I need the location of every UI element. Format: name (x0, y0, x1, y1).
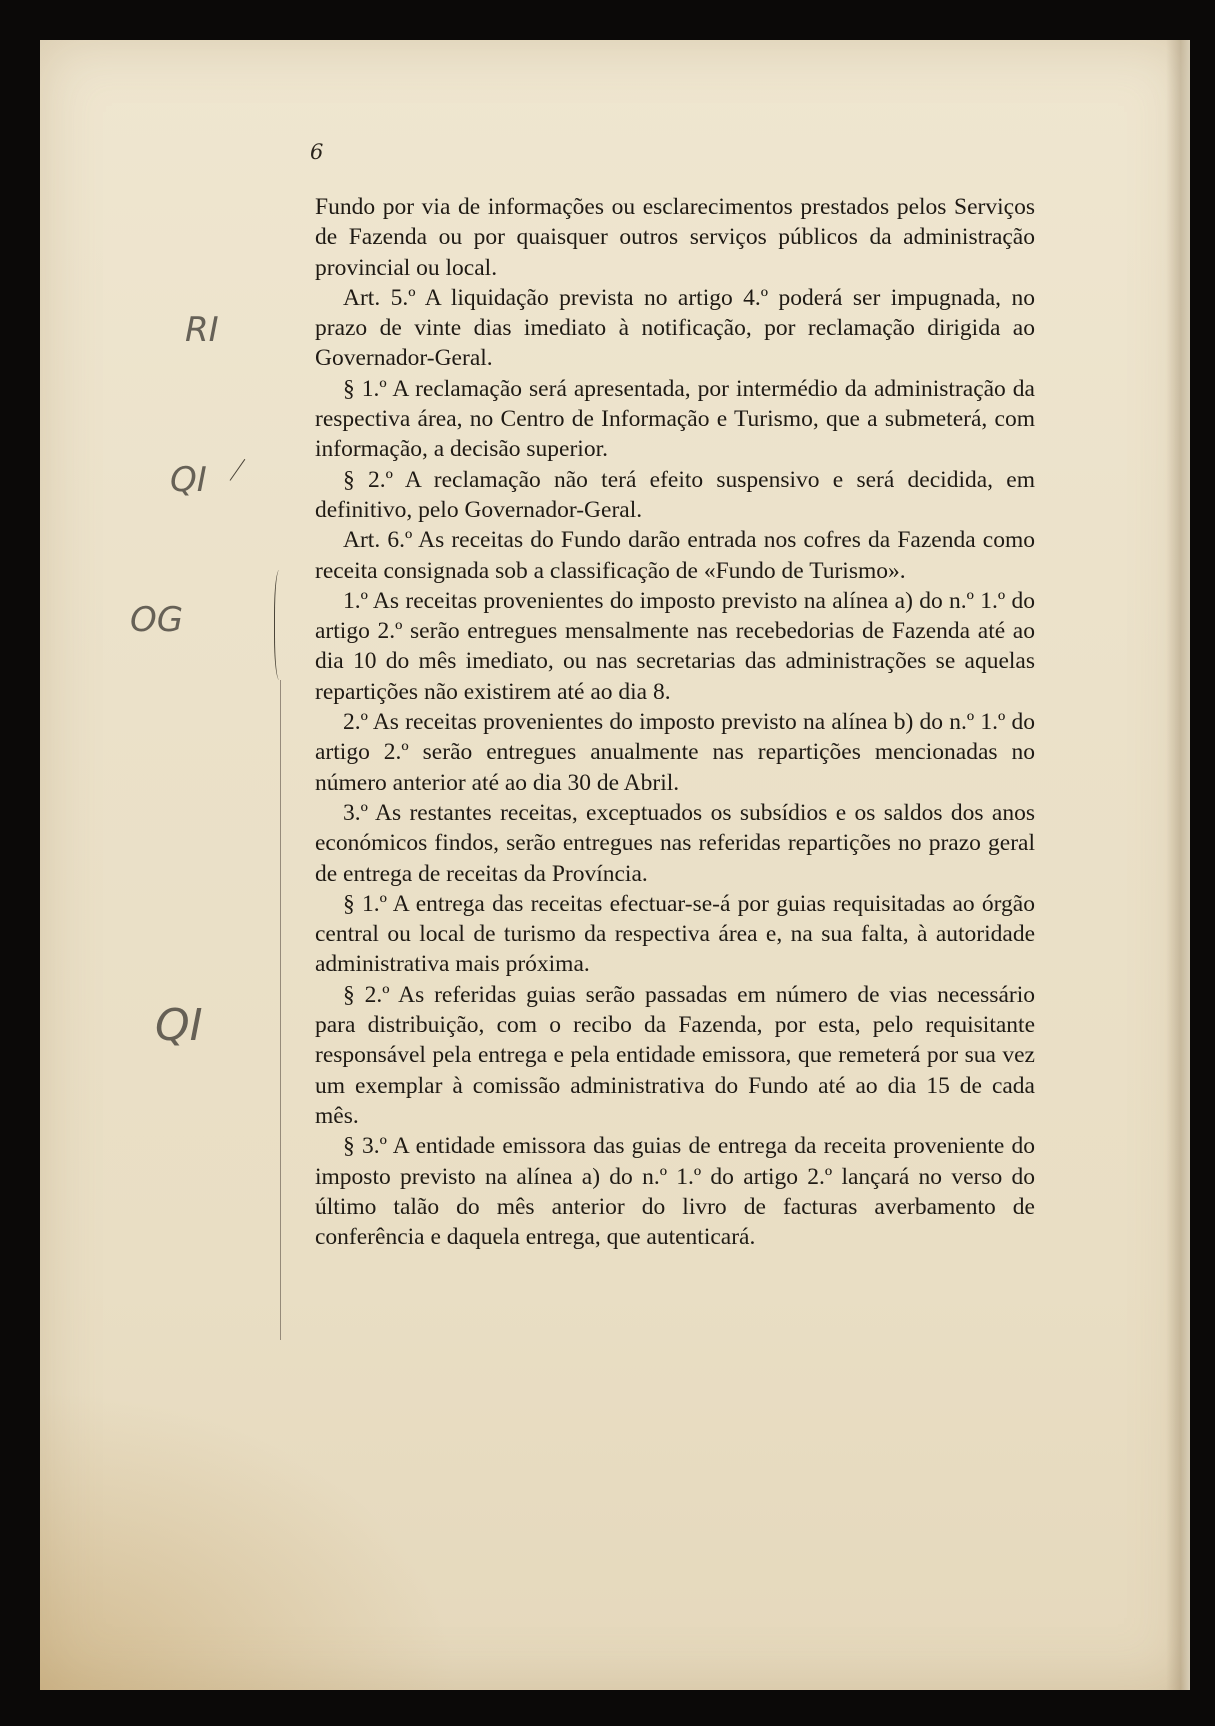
document-page (40, 40, 1190, 1690)
paragraph-art-5-s2: § 2.º A reclamação não terá efeito suspensivo e será decidida, em definitivo, pelo Governador-Geral. (315, 466, 1035, 523)
paragraph-art-6-n3: 3.º As restantes receitas, exceptuados os subsídios e os saldos dos anos económicos findos, serão entregues nas referidas repartições no prazo geral de entrega de receitas da Província. (315, 799, 1035, 887)
paragraph-art-6-s2: § 2.º As referidas guias serão passadas em número de vias necessário para distribuição, com o recibo da Fazenda, por esta, pelo requisitante responsável pela entrega e pela entidade emissora, que remeterá por sua vez um exemplar à comissão administrativa do Fundo até ao dia 15 de cada mês. (315, 981, 1035, 1129)
paragraph-art-6-n1: 1.º As receitas provenientes do imposto previsto na alínea a) do n.º 1.º do artigo 2.º serão entregues mensalmente nas recebedorias de Fazenda até ao dia 10 do mês imediato, ou nas secretarias das administrações se aquelas repartições não existirem até ao dia 8. (315, 587, 1035, 705)
margin-note-1: RI (185, 310, 219, 350)
paragraph-art-6-n2: 2.º As receitas provenientes do imposto previsto na alínea b) do n.º 1.º do artigo 2.º serão entregues anualmente nas repartições mencionadas no número anterior até ao dia 30 de Abril. (315, 709, 1035, 796)
margin-bracket-art6 (274, 570, 287, 680)
paragraph-art-6-s3: § 3.º A entidade emissora das guias de entrega da receita proveniente do imposto previsto na alínea a) do n.º 1.º do artigo 2.º lançará no verso do último talão do mês anterior do livro de facturas averbamento de conferência e daquela entrega, que autenticará. (315, 1133, 1035, 1251)
water-stain (40, 1390, 460, 1690)
document-body (315, 192, 1035, 1252)
margin-line-section1 (280, 680, 285, 1340)
margin-note-4: QI (155, 1000, 203, 1051)
margin-tick (230, 459, 246, 481)
paragraph-continuation: Fundo por via de informações ou esclarecimentos prestados pelos Serviços de Fazenda ou por quaisquer outros serviços públicos da administração provincial ou local. (315, 194, 1035, 281)
adjacent-page-edge (1166, 40, 1190, 1690)
paragraph-art-6: Art. 6.º As receitas do Fundo darão entrada nos cofres da Fazenda como receita consignada sob a classificação de «Fundo de Turismo». (315, 527, 1035, 584)
show-through-marks (120, 160, 128, 206)
page-number: 6 (310, 140, 324, 164)
paragraph-art-5: Art. 5.º A liquidação prevista no artigo 4.º poderá ser impugnada, no prazo de vinte dias imediato à notificação, por reclamação dirigida ao Governador-Geral. (315, 284, 1035, 372)
margin-note-3: OG (130, 600, 184, 640)
paragraph-art-6-s1: § 1.º A entrega das receitas efectuar-se-á por guias requisitadas ao órgão central ou local de turismo da respectiva área e, na sua falta, à autoridade administrativa mais próxima. (315, 890, 1035, 978)
margin-note-2: QI (170, 460, 207, 500)
paragraph-art-5-s1: § 1.º A reclamação será apresentada, por intermédio da administração da respectiva área, no Centro de Informação e Turismo, que a submeterá, com informação, a decisão superior. (315, 375, 1035, 463)
